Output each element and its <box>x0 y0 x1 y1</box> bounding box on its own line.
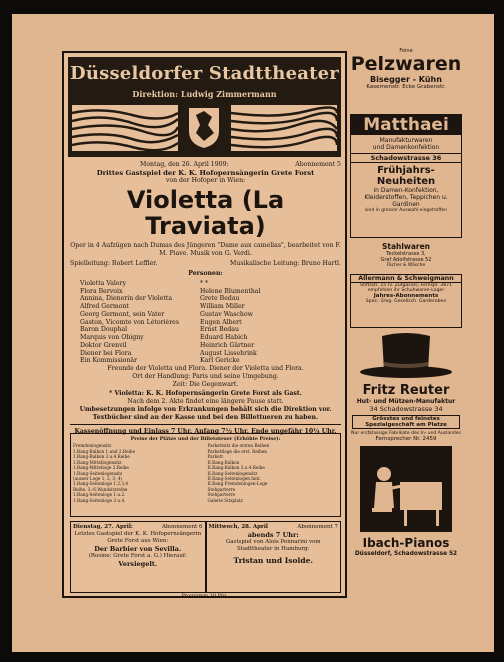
ad-line: Fächer & Wäsche <box>386 263 426 268</box>
ad-company: Stahlwaren <box>381 242 431 251</box>
ad-line: Jahres-Abonnements <box>373 293 439 299</box>
ad-pelzwaren <box>350 48 462 110</box>
top-hat-icon <box>350 330 462 380</box>
libretto-notice: Textbücher sind an der Kasse und bei den Billettueren zu haben. <box>92 413 319 421</box>
program-price: Programm 10 Pfg. <box>181 593 228 599</box>
ad-company: Ibach-Pianos <box>362 536 450 551</box>
ad-address: Düsseldorf, Schadowstrasse 52 <box>354 550 458 557</box>
cast-row <box>80 280 341 288</box>
ad-ibach <box>350 446 462 556</box>
price-category: II.Rang-Balkon <box>207 459 240 465</box>
ad-small-text: Feine <box>399 48 413 54</box>
cast-actor: Heinrich Gärtner <box>200 341 255 349</box>
cast-actor: August Lissehrink <box>200 349 257 357</box>
ad-company: Fritz Reuter <box>362 383 450 398</box>
cast-row <box>80 311 341 319</box>
price-category: Stehparterre <box>207 486 236 492</box>
cast-role: Annina, Dienerin der Violetta <box>80 295 173 303</box>
price-category: II.Rang Fremdenlogen-Loge <box>207 481 268 487</box>
stage-director: Spielleitung: Robert Leffler. <box>70 260 158 268</box>
guest-line: Drittes Gastspiel der K. K. Hofopernsängerin Grete Forst <box>96 168 315 177</box>
price-category: Stehparterre <box>207 492 236 498</box>
cast-row <box>80 303 341 311</box>
subscription-number: Abonnement 5 <box>295 161 341 168</box>
cast-actor: Grete Bedau <box>200 295 240 303</box>
time-line: Zeit: Die Gegenwart. <box>172 380 239 388</box>
ad-banner <box>352 415 460 429</box>
ad-matthaei <box>350 114 462 238</box>
price-category: Parkett <box>207 454 224 460</box>
woodgrain-ornament-left <box>72 105 178 151</box>
ad-line: Manufakturwaren <box>379 137 433 145</box>
next-performance-wednesday <box>206 521 342 593</box>
cast-role: Marquis von Obigny <box>80 334 144 342</box>
star-note: * Violetta: K. K. Hofopernsängerin Grete Forst als Gast. <box>109 390 302 398</box>
next-abo: Abonnement 7 <box>297 524 338 530</box>
direction-line: Direktion: Ludwig Zimmermann <box>132 89 277 99</box>
next-opera: Tristan und Isolde. <box>233 555 313 565</box>
cast-actor: Ernst Bedau <box>200 326 239 334</box>
cast-role: Baron Douphal <box>80 326 128 334</box>
cast-actor: Helene Blumenthal <box>200 287 261 295</box>
cast-actor: Gustav Waschow <box>200 310 253 318</box>
ad-line: Grösstes und feinstes <box>372 416 440 423</box>
cast-role: Alfred Germont <box>80 303 129 311</box>
price-heading: Preise der Plätze und der Billetsteuer (Erhöhte Preise): <box>130 436 281 442</box>
ad-address: Kasernenstr. Ecke Grabenstr. <box>366 83 446 90</box>
price-row <box>73 498 204 503</box>
cast-row <box>80 357 341 365</box>
woodgrain-ornament-right <box>231 105 337 151</box>
ad-line: sind in grosser Auswahl eingetroffen <box>364 208 448 214</box>
ad-headline: Frühjahrs-Neuheiten <box>376 165 436 188</box>
next-text: Gastspiel von Alois Pennarini vom Stadttheater in Hamburg: <box>225 539 321 552</box>
price-column-left <box>73 443 204 503</box>
next-extra: Versiegelt. <box>118 559 158 568</box>
ad-stahlwaren <box>350 242 462 272</box>
cast-list <box>80 280 341 365</box>
ad-company: Bisegger - Kühn <box>370 74 442 84</box>
cast-row <box>80 295 341 303</box>
cast-role: Gaston, Vicomte von Létorières <box>80 318 179 326</box>
upcoming-performances <box>70 521 341 593</box>
next-role: (Rosine: Grete Forst a. G.) Hierauf: <box>88 552 187 559</box>
ad-line: Hut- und Mützen-Manufaktur <box>356 398 456 406</box>
playbill-body <box>70 161 341 436</box>
next-opera: Der Barbier von Sevilla. <box>94 544 182 553</box>
cast-role: Violetta Valery <box>80 279 127 287</box>
playbill-header <box>68 57 341 157</box>
price-category: Reihe, 3.-6.Wandsitzreihe <box>73 486 128 492</box>
ad-line: Nur erstklassige Fabrikate des In- und Auslandes <box>351 431 461 437</box>
cast-change-notice: Umbesetzungen infolge von Erkrankungen behält sich die Direktion vor. <box>79 405 332 413</box>
cast-actor: Eugen Albert <box>200 318 242 326</box>
theater-title: Düsseldorfer Stadttheater <box>70 63 339 84</box>
ad-address: 34 Schadowstrasse 34 <box>369 405 443 414</box>
price-category: Galerie Sitzplatz <box>207 497 243 503</box>
ad-company: Allermann & Schweigmann <box>351 275 461 283</box>
ad-line: Spezialgeschäft am Platze <box>365 422 447 429</box>
opera-title: Violetta (La Traviata) <box>126 185 285 241</box>
price-row <box>208 498 339 503</box>
cast-row <box>80 288 341 296</box>
price-table <box>70 433 341 517</box>
price-category: 1.Rang-Balkon 3.u.4.Reihe <box>73 454 130 460</box>
cast-actor: William Miller <box>200 303 245 311</box>
cast-actor: * * <box>200 279 209 287</box>
price-category: Parkettloge die erst. Reihen <box>207 448 268 454</box>
price-category: 1.Rang-Seitenloge 1,2,3,4 <box>73 481 129 487</box>
cast-role: Ein Kommissionär <box>80 357 138 365</box>
ad-line: Graf Adolfstrasse 52 <box>380 257 432 263</box>
next-abo: Abonnement 6 <box>161 524 203 530</box>
performance-date: Montag, den 26. April 1909: <box>140 161 229 168</box>
cast-role: Flora Bervoix <box>80 287 123 295</box>
advertisement-column <box>350 48 462 557</box>
next-date: Dienstag, 27. April: <box>73 524 133 530</box>
price-column-right <box>208 443 339 503</box>
ad-phone: Fernsprecher Nr. 2459 <box>375 436 437 443</box>
guest-origin: von der Hofoper in Wien: <box>165 177 246 185</box>
cast-row <box>80 342 341 350</box>
price-category: II.Rang-Balkon 3.u.4.Reihe <box>207 465 265 471</box>
cast-role: Georg Germont, sein Vater <box>80 310 165 318</box>
cast-row <box>80 350 341 358</box>
ad-headline: Pelzwaren <box>350 53 462 75</box>
ad-allermann <box>350 274 462 328</box>
music-director: Musikalische Leitung: Bruno Hartl. <box>230 260 341 268</box>
ad-line: Stiftsstr. 15 (v. Zutgasse), Fernspr. 3871 <box>360 283 452 288</box>
cast-row <box>80 334 341 342</box>
next-text: Letztes Gastspiel der K. K. Hofopernsängerin Grete Forst aus Wien: <box>74 530 202 544</box>
cast-actor: Karl Gericke <box>200 357 240 365</box>
opera-description: Oper in 4 Aufzügen nach Dumas des Jüngeren "Dame aux camelias", bearbeitet von F. M. Piave. Musik von G. Verdi. <box>70 241 341 257</box>
place-line: Ort der Handlung: Paris und seine Umgebung. <box>132 372 279 380</box>
ad-line: in Damen-Konfektion, Kleiderstoffen, Teppichen u. Gardinen <box>364 187 448 209</box>
cast-role: Doktor Grenvil <box>80 341 127 349</box>
price-category: (ausser Loge 1, 2, 3, 4) <box>73 475 123 481</box>
price-category: 1.Rang-Mittelloge 2.Reihe <box>73 465 129 471</box>
price-category: Parkettsitz die ersten Reihen <box>207 443 270 449</box>
next-time: abends 7 Uhr: <box>247 530 299 539</box>
program-sheet <box>12 14 494 652</box>
ad-address: Schadowstrasse 36 <box>351 153 461 163</box>
persons-heading: Personen: <box>188 270 223 278</box>
ad-line: Teckelstrasse 3, <box>386 251 426 257</box>
playbill <box>62 51 347 598</box>
price-category: 1.Rang-Seitenloge 1.u.2. <box>73 492 126 498</box>
price-category: 1.Rang-Seitenlogensitz <box>73 470 123 476</box>
friends-line: Freunde der Violetta und Flora. Diener der Violetta und Flora. <box>107 365 304 373</box>
price-category: 1.Rang-Mittellogensitz <box>73 459 122 465</box>
cast-role: Diener bei Flora <box>80 349 132 357</box>
piano-player-illustration <box>350 446 462 532</box>
price-category: 1.Rang-Seitenloge 3.u.4. <box>73 497 126 503</box>
pause-note: Nach dem 2. Akte findet eine längere Pause statt. <box>127 398 284 406</box>
cast-row <box>80 326 341 334</box>
ad-line: Spez.: Eleg. Gesellsch. Garderoben <box>365 299 447 304</box>
city-crest-icon <box>184 103 224 151</box>
ad-fritz-reuter <box>350 330 462 442</box>
price-category: 1.Rang-Balkon 1.und 2.Reihe <box>73 448 136 454</box>
divider <box>70 424 341 425</box>
price-category: II.Rang-Seitenlogen hint. <box>207 475 262 481</box>
ad-line: empfehlen ihr Schuhwaren-Lager <box>367 288 445 293</box>
cast-row <box>80 319 341 327</box>
ad-line: und Damenkonfektion <box>372 144 440 152</box>
price-category: Fremdenlogensitz <box>73 443 112 449</box>
next-performance-tuesday <box>70 521 206 593</box>
price-category: II.Rang-Seitenlogensitz <box>207 470 258 476</box>
next-date: Mittwoch, 28. April <box>208 524 269 530</box>
ad-company: Matthaei <box>351 115 461 135</box>
performance-times: Kassenöffnung und Einlass 7 Uhr. Anfang 7½ Uhr. Ende ungefähr 10¼ Uhr. <box>74 428 337 436</box>
cast-actor: Eduard Habich <box>200 334 248 342</box>
